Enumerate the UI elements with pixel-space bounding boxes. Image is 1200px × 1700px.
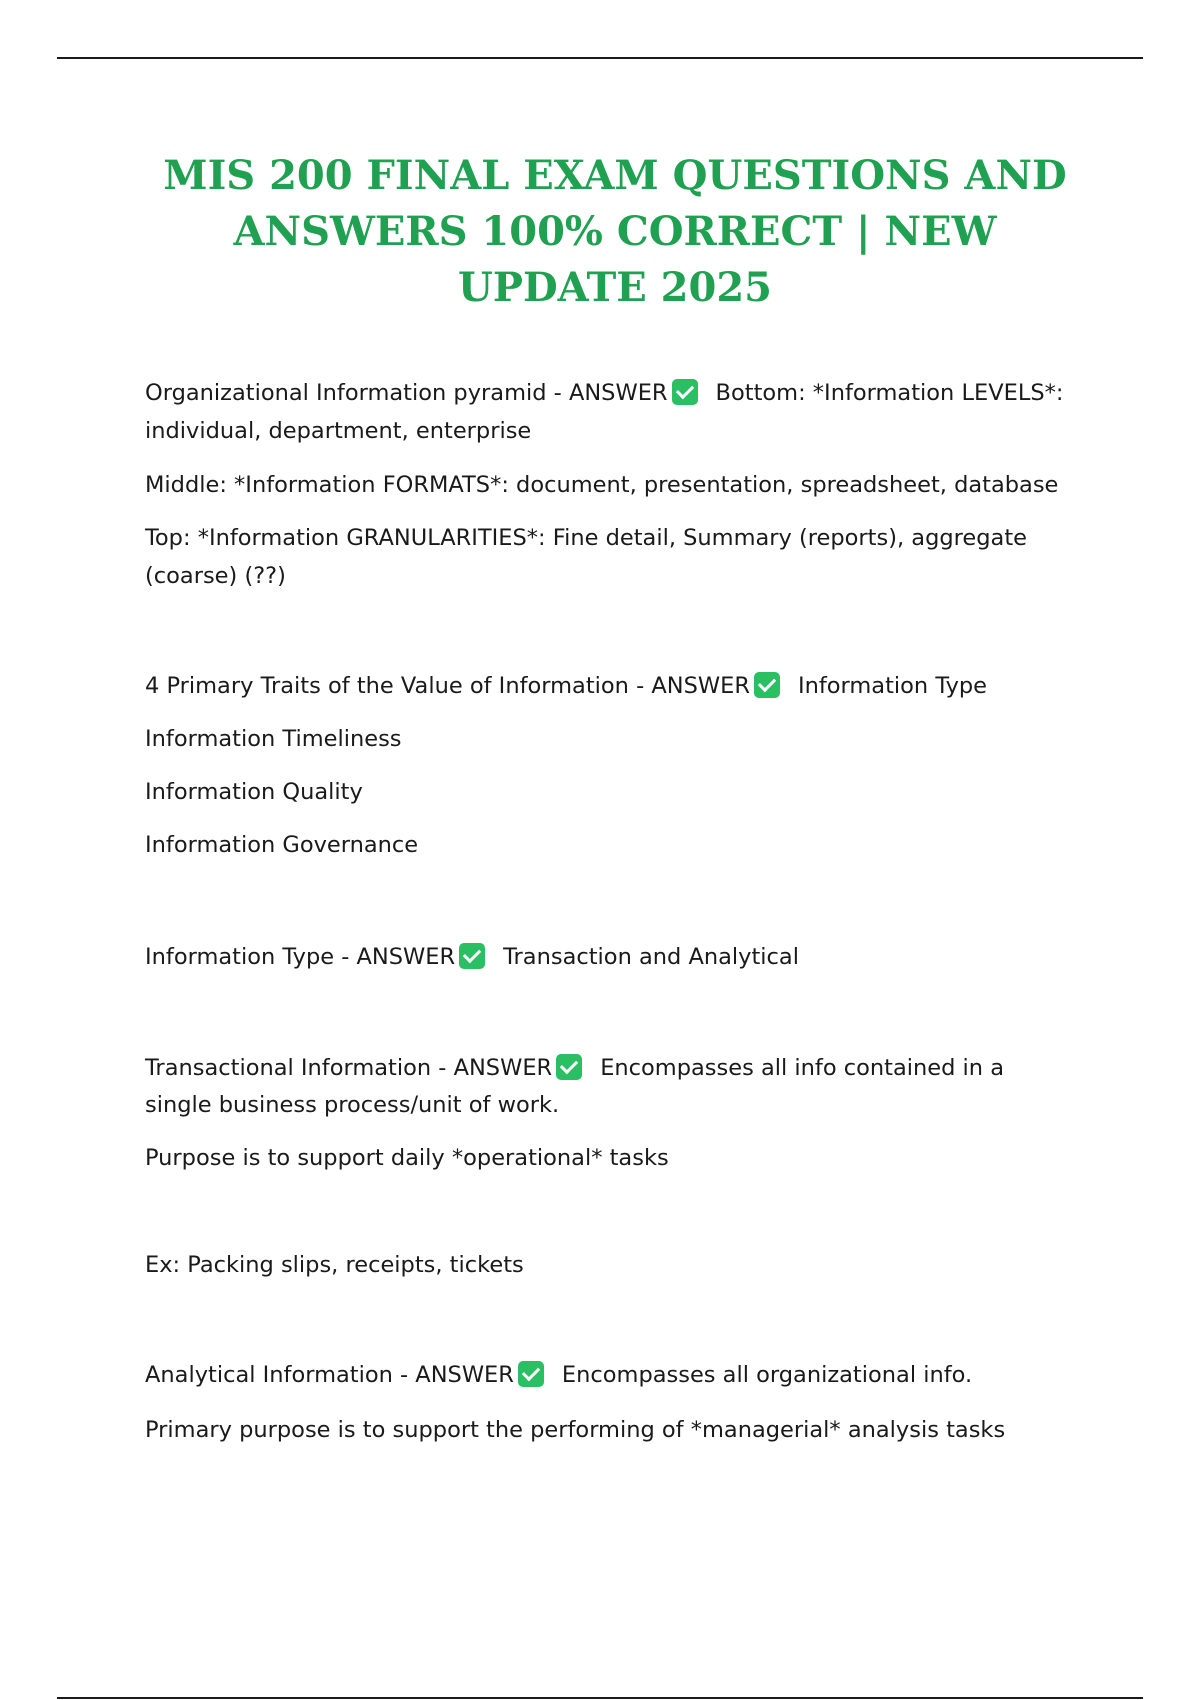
answer-line: Middle: *Information FORMATS*: document, presentation, spreadsheet, database bbox=[145, 472, 1059, 498]
bottom-rule bbox=[57, 1697, 1143, 1699]
answer-line: Information Timeliness bbox=[145, 726, 402, 752]
answer-line: Ex: Packing slips, receipts, tickets bbox=[145, 1252, 524, 1278]
question-line bbox=[145, 1357, 1105, 1394]
document-title bbox=[120, 148, 1110, 316]
question-text: Information Type - ANSWER bbox=[145, 944, 456, 970]
answer-line: Purpose is to support daily *operational* tasks bbox=[145, 1145, 669, 1171]
question-text: Organizational Information pyramid - ANSWER bbox=[145, 380, 668, 406]
question-text: Transactional Information - ANSWER bbox=[145, 1055, 553, 1081]
question-line bbox=[145, 939, 1105, 976]
answer-line: (coarse) (??) bbox=[145, 563, 286, 589]
check-mark-icon bbox=[518, 1361, 544, 1387]
question-line bbox=[145, 375, 1105, 412]
answer-line: Information Governance bbox=[145, 832, 419, 858]
answer-text: Bottom: *Information LEVELS*: bbox=[715, 380, 1064, 406]
check-mark-icon bbox=[754, 672, 780, 698]
check-mark-icon bbox=[459, 943, 485, 969]
answer-line: Top: *Information GRANULARITIES*: Fine detail, Summary (reports), aggregate bbox=[145, 525, 1027, 551]
answer-text: Encompasses all organizational info. bbox=[561, 1362, 973, 1388]
title-line: MIS 200 FINAL EXAM QUESTIONS AND bbox=[163, 152, 1067, 199]
answer-text: Encompasses all info contained in a bbox=[600, 1055, 1004, 1081]
check-mark-icon bbox=[672, 379, 698, 405]
top-rule bbox=[57, 57, 1143, 59]
answer-line: single business process/unit of work. bbox=[145, 1092, 560, 1118]
check-mark-icon bbox=[556, 1054, 582, 1080]
answer-line: Primary purpose is to support the performing of *managerial* analysis tasks bbox=[145, 1417, 1006, 1443]
question-text: 4 Primary Traits of the Value of Information - ANSWER bbox=[145, 673, 750, 699]
title-line: UPDATE 2025 bbox=[457, 264, 772, 311]
question-line bbox=[145, 668, 1105, 705]
answer-line: Information Quality bbox=[145, 779, 363, 805]
question-text: Analytical Information - ANSWER bbox=[145, 1362, 514, 1388]
title-line: ANSWERS 100% CORRECT | NEW bbox=[233, 208, 997, 255]
answer-line: individual, department, enterprise bbox=[145, 418, 532, 444]
answer-text: Transaction and Analytical bbox=[503, 944, 799, 970]
answer-text: Information Type bbox=[797, 673, 988, 699]
question-line bbox=[145, 1050, 1105, 1087]
